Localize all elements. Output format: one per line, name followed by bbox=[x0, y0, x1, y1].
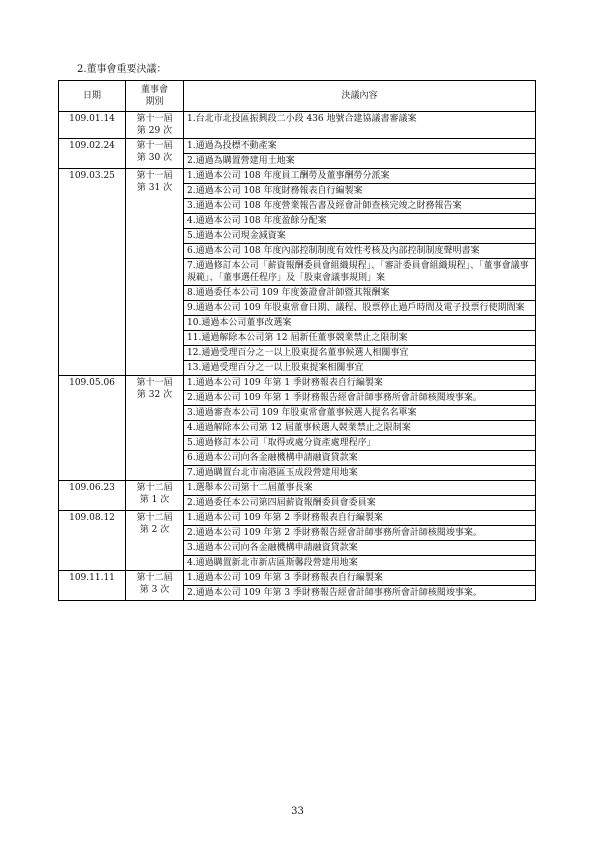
meeting-session-number: 第 30 次 bbox=[136, 153, 173, 163]
resolution-item: 4.通過本公司 108 年度盈餘分配案 bbox=[184, 214, 536, 229]
table-row bbox=[59, 511, 536, 526]
section-title: 2.董事會重要決議： bbox=[77, 64, 167, 75]
resolution-item: 1.通過本公司 109 年第 3 季財務報表自行編製案 bbox=[184, 571, 536, 586]
meeting-session bbox=[126, 571, 184, 601]
meeting-session bbox=[126, 481, 184, 511]
resolution-item: 2.通過本公司 109 年第 1 季財務報告經會計師事務所會計師核閱竣事案。 bbox=[184, 391, 536, 406]
resolution-item: 5.通過修訂本公司「取得或處分資產處理程序」 bbox=[184, 436, 536, 451]
table-header-row bbox=[59, 81, 536, 112]
resolution-item: 1.通過本公司 108 年度員工酬勞及董事酬勞分派案 bbox=[184, 169, 536, 184]
header-resolutions: 決議內容 bbox=[184, 81, 536, 112]
resolution-item: 9.通過本公司 109 年股東常會日期、議程、股票停止過戶時間及電子投票行使期間案 bbox=[184, 301, 536, 316]
resolution-item: 4.通過購置新北市新店區斯馨段營建用地案 bbox=[184, 556, 536, 571]
resolution-item: 8.通過委任本公司 109 年度簽證會計師暨其報酬案 bbox=[184, 286, 536, 301]
table-row bbox=[59, 139, 536, 154]
meeting-session-number: 第 29 次 bbox=[136, 126, 173, 136]
table-row bbox=[59, 169, 536, 184]
meeting-date: 109.11.11 bbox=[59, 571, 126, 601]
meeting-date: 109.08.12 bbox=[59, 511, 126, 571]
table-row bbox=[59, 481, 536, 496]
meeting-term: 第十一屆 bbox=[136, 171, 173, 181]
resolution-item: 7.通過購置台北市南港區玉成段營建用地案 bbox=[184, 466, 536, 481]
meeting-term: 第十一屆 bbox=[136, 378, 173, 388]
resolution-item: 5.通過本公司現金減資案 bbox=[184, 229, 536, 244]
resolution-item: 2.通過本公司 109 年第 3 季財務報告經會計師事務所會計師核閱竣事案。 bbox=[184, 586, 536, 601]
meeting-term: 第十一屆 bbox=[136, 114, 173, 124]
meeting-term: 第十二屆 bbox=[136, 483, 173, 493]
resolution-item: 3.通過本公司向各金融機構申請融資貸款案 bbox=[184, 541, 536, 556]
meeting-session bbox=[126, 376, 184, 481]
meeting-date: 109.02.24 bbox=[59, 139, 126, 169]
header-session bbox=[126, 81, 184, 112]
resolution-item: 12.通過受理百分之一以上股東提名董事候選人相關事宜 bbox=[184, 346, 536, 361]
resolution-item: 2.通過本公司 108 年度財務報表自行編製案 bbox=[184, 184, 536, 199]
meeting-date: 109.01.14 bbox=[59, 112, 126, 139]
page-number: 33 bbox=[291, 806, 304, 817]
resolution-item: 2.通過為購置營建用土地案 bbox=[184, 154, 536, 169]
resolution-item: 3.通過審查本公司 109 年股東常會董事候選人提名名單案 bbox=[184, 406, 536, 421]
meeting-date: 109.05.06 bbox=[59, 376, 126, 481]
table-row bbox=[59, 571, 536, 586]
meeting-session bbox=[126, 112, 184, 139]
meeting-term: 第十一屆 bbox=[136, 141, 173, 151]
table-row bbox=[59, 112, 536, 139]
resolution-item: 7.通過修訂本公司「薪資報酬委員會組織規程」、「審計委員會組織規程」、「董事會議事規範」、「董事選任程序」及「股東會議事規則」案 bbox=[184, 259, 536, 286]
resolution-item: 2.通過本公司 109 年第 2 季財務報告經會計師事務所會計師核閱竣事案。 bbox=[184, 526, 536, 541]
header-date: 日期 bbox=[59, 81, 126, 112]
resolution-item: 1.通過為投標不動產案 bbox=[184, 139, 536, 154]
resolution-item: 1.選舉本公司第十二屆董事長案 bbox=[184, 481, 536, 496]
resolution-item: 1.通過本公司 109 年第 1 季財務報表自行編製案 bbox=[184, 376, 536, 391]
resolution-item: 1.通過本公司 109 年第 2 季財務報表自行編製案 bbox=[184, 511, 536, 526]
meeting-session-number: 第 3 次 bbox=[139, 585, 170, 595]
table-row bbox=[59, 376, 536, 391]
resolution-item: 13.通過受理百分之一以上股東提案相關事宜 bbox=[184, 361, 536, 376]
resolution-item: 11.通過解除本公司第 12 屆新任董事競業禁止之限制案 bbox=[184, 331, 536, 346]
board-resolutions-table bbox=[58, 80, 536, 601]
meeting-session bbox=[126, 139, 184, 169]
meeting-session bbox=[126, 169, 184, 376]
resolution-item: 6.通過本公司向各金融機構申請融資貸款案 bbox=[184, 451, 536, 466]
resolution-item: 4.通過解除本公司第 12 屆董事候選人競業禁止之限制案 bbox=[184, 421, 536, 436]
meeting-session-number: 第 32 次 bbox=[136, 390, 173, 400]
meeting-date: 109.03.25 bbox=[59, 169, 126, 376]
meeting-date: 109.06.23 bbox=[59, 481, 126, 511]
resolution-item: 10.通過本公司董事改選案 bbox=[184, 316, 536, 331]
resolution-item: 2.通過委任本公司第四屆薪資報酬委員會委員案 bbox=[184, 496, 536, 511]
meeting-session-number: 第 31 次 bbox=[136, 183, 173, 193]
meeting-term: 第十二屆 bbox=[136, 573, 173, 583]
table-body bbox=[59, 112, 536, 601]
resolution-item: 1.台北市北投區振興段二小段 436 地號合建協議書審議案 bbox=[184, 112, 536, 139]
meeting-session-number: 第 1 次 bbox=[139, 495, 170, 505]
resolution-item: 6.通過本公司 108 年度內部控制制度有效性考核及內部控制制度聲明書案 bbox=[184, 244, 536, 259]
meeting-term: 第十二屆 bbox=[136, 513, 173, 523]
header-session-line2: 期別 bbox=[145, 97, 164, 107]
resolution-item: 3.通過本公司 108 年度營業報告書及經會計師查核完竣之財務報告案 bbox=[184, 199, 536, 214]
header-session-line1: 董事會 bbox=[140, 85, 168, 95]
meeting-session bbox=[126, 511, 184, 571]
meeting-session-number: 第 2 次 bbox=[139, 525, 170, 535]
